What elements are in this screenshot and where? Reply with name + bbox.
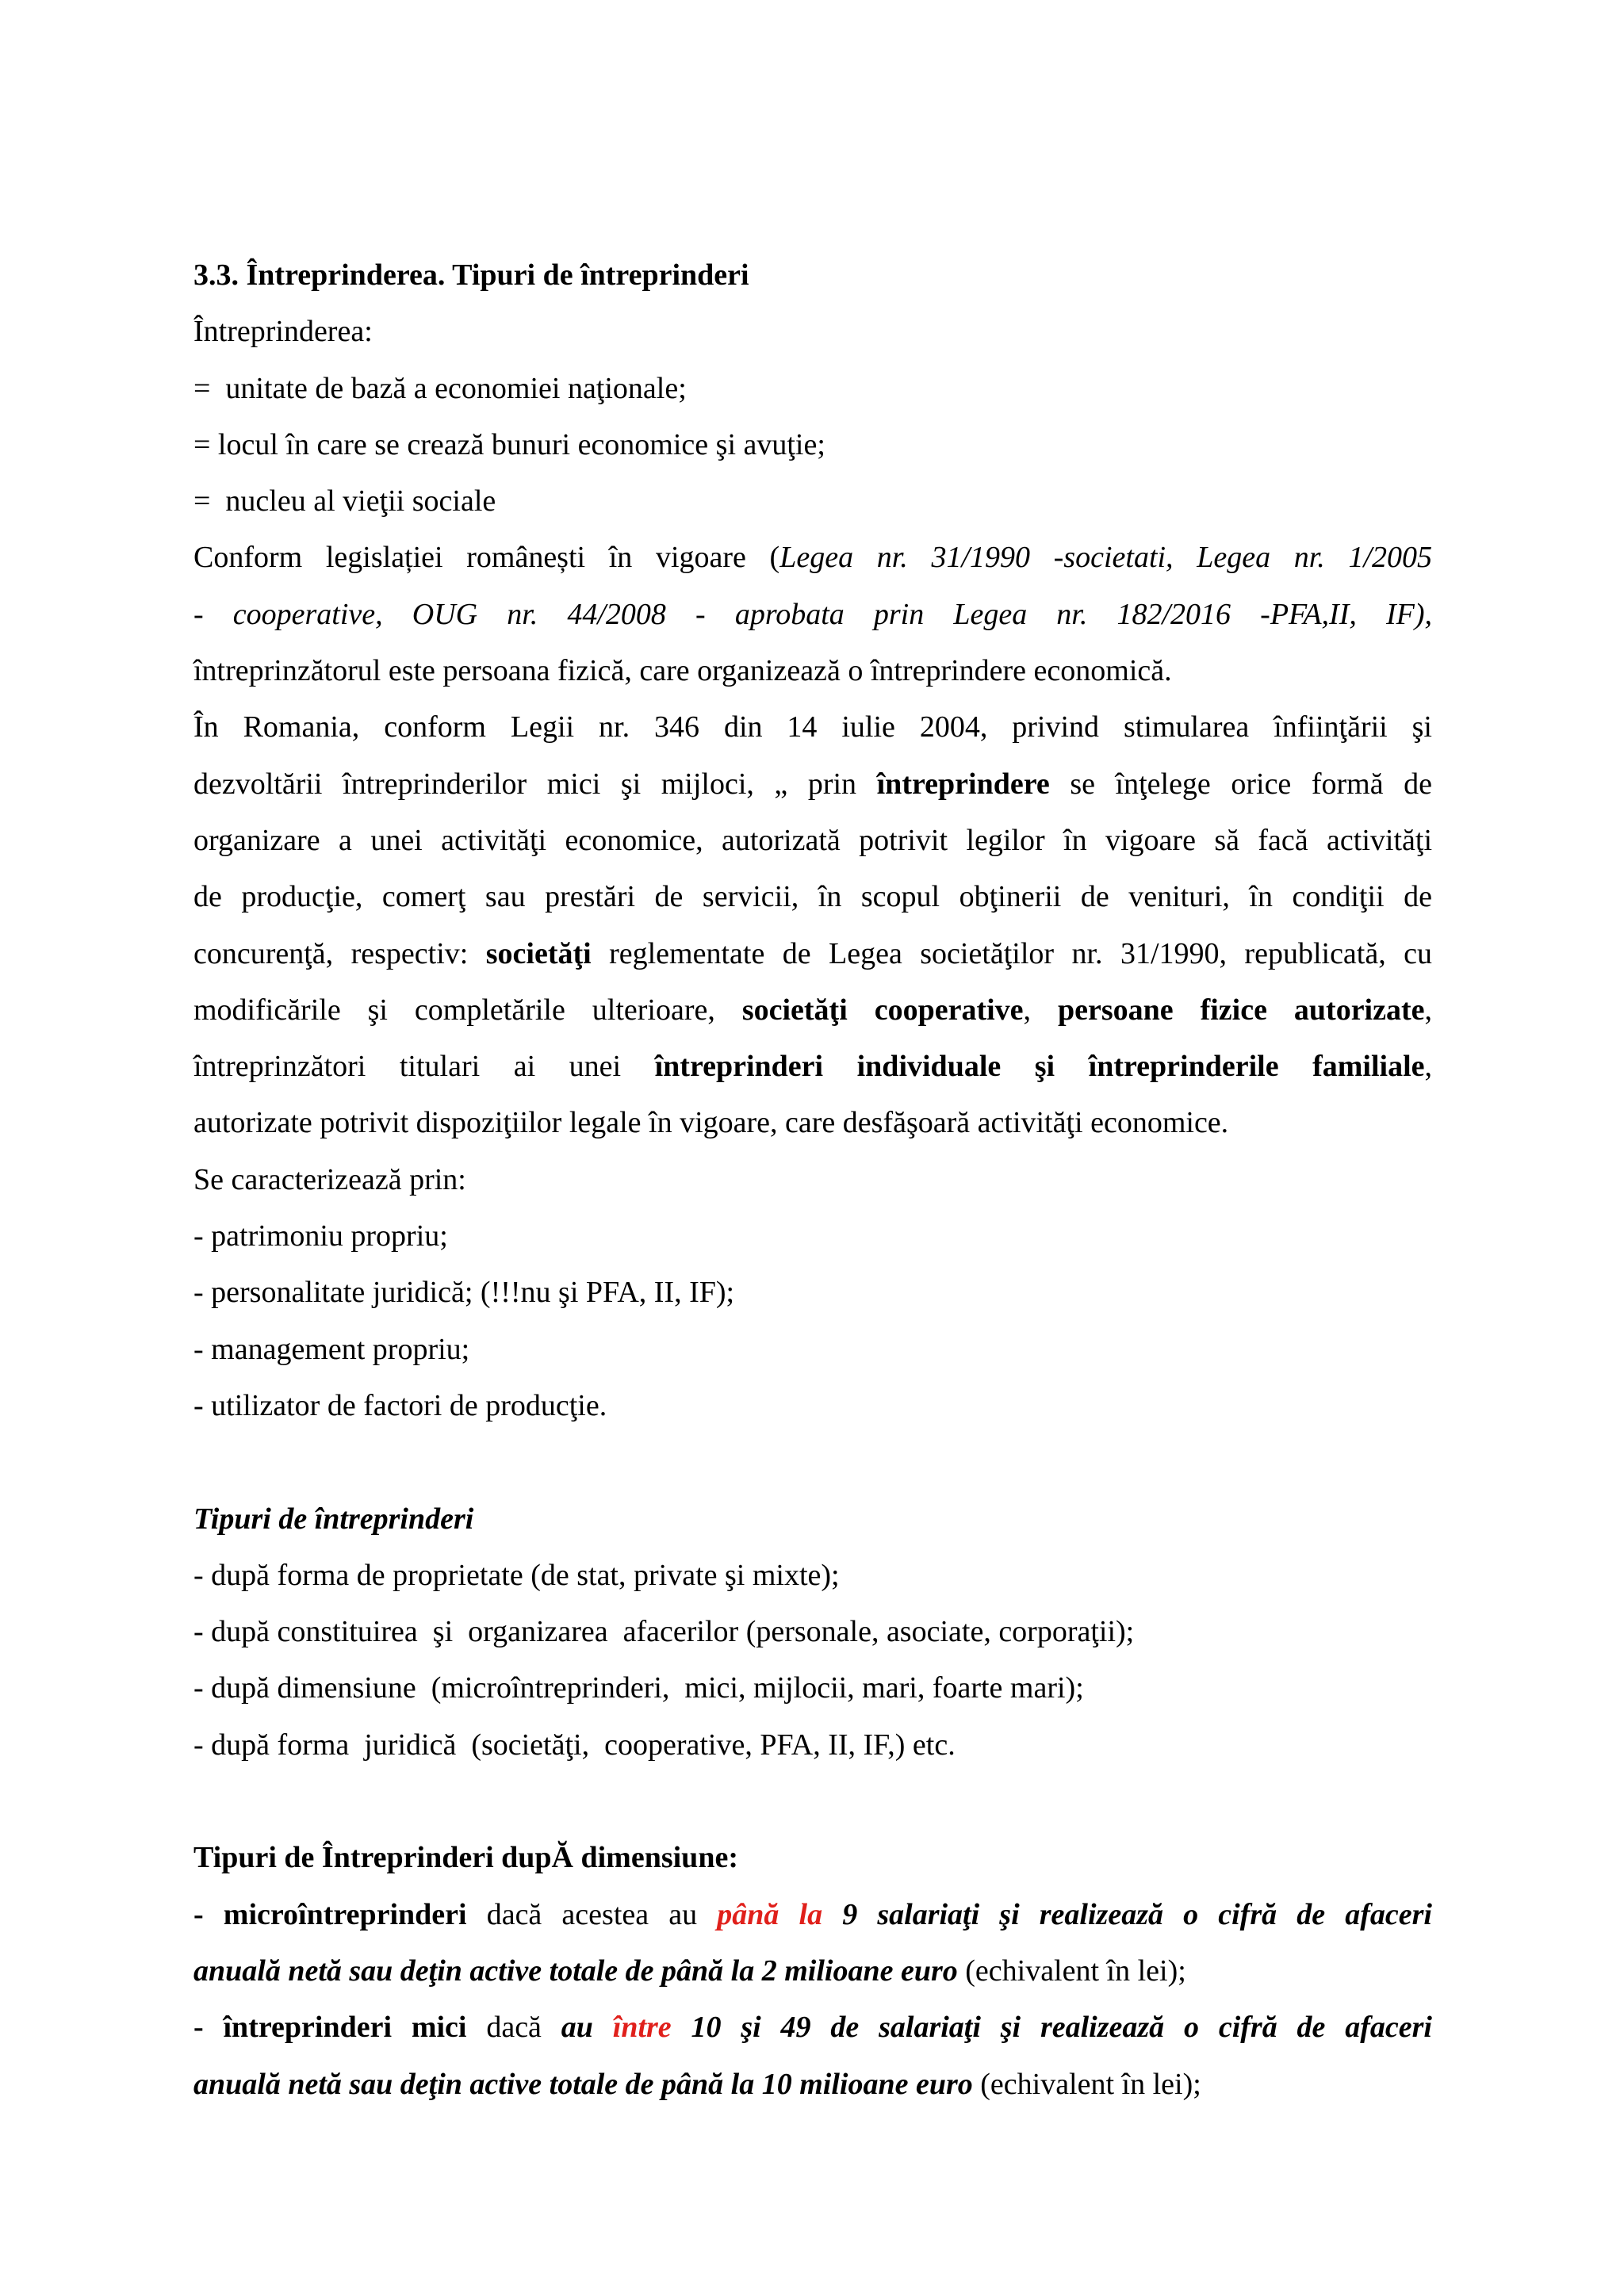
size-criteria: anuală netă sau deţin active totale de până la 10 milioane euro <box>193 2067 973 2101</box>
definition-term: societăţi cooperative <box>741 993 1024 1027</box>
characteristic-item: - personalitate juridică; (!!!nu şi PFA, II, IF); <box>193 1276 735 1310</box>
characteristic-item: - patrimoniu propriu; <box>193 1219 448 1253</box>
definition-term: societăţi <box>485 936 592 970</box>
definition-term: persoane fizice autorizate <box>1057 993 1425 1027</box>
definition-text: modificările şi completările ulterioare, <box>193 993 742 1027</box>
definition-text: concurenţă, respectiv: <box>193 936 486 970</box>
definition-term: întreprindere <box>876 767 1050 801</box>
type-item: - după constituirea şi organizarea afacerilor (personale, asociate, corporaţii); <box>193 1615 1135 1649</box>
definition-text: , <box>1424 1050 1432 1084</box>
definition-text: se înţelege orice formă de <box>1049 767 1433 801</box>
definition-text: dezvoltării întreprinderilor mici şi mijloci, „ prin <box>193 767 877 801</box>
characteristics-label: Se caracterizează prin: <box>193 1162 466 1196</box>
size-text: dacă <box>466 2011 561 2045</box>
small-line <box>193 2057 1432 2113</box>
bullet-item: = nucleu al vieţii sociale <box>193 484 496 519</box>
size-types-heading: Tipuri de Întreprinderi dupĂ dimensiune: <box>193 1841 738 1875</box>
legislation-line: - cooperative, OUG nr. 44/2008 - aprobata prin Legea nr. 182/2016 -PFA,II, IF), <box>193 597 1432 631</box>
size-emphasis-red: până la <box>717 1897 823 1931</box>
bullet-item: = locul în care se crează bunuri economice şi avuţie; <box>193 427 825 461</box>
definition-line <box>193 982 1432 1039</box>
characteristic-item: - utilizator de factori de producţie. <box>193 1388 607 1422</box>
definition-text: reglementate de Legea societăţilor nr. 31/1990, republicată, cu <box>591 936 1433 970</box>
legislation-line <box>193 530 1432 586</box>
definition-text: , <box>1424 993 1432 1027</box>
legislation-text: Conform legislației românești în vigoare ( <box>193 541 780 575</box>
legislation-citation: Legea nr. 31/1990 -societati, Legea nr. 1/2005 <box>779 541 1433 575</box>
definition-line: autorizate potrivit dispoziţiilor legale în vigoare, care desfăşoară activităţi economice. <box>193 1106 1229 1140</box>
definition-line: de producţie, comerţ sau prestări de servicii, în scopul obţinerii de venituri, în condiţii de <box>193 880 1432 914</box>
size-criteria: au <box>561 2011 613 2045</box>
document-body <box>193 247 1432 2113</box>
definition-text: întreprinzători titulari ai unei <box>193 1050 655 1084</box>
bullet-item: = unitate de bază a economiei naţionale; <box>193 371 687 405</box>
size-text: dacă acestea au <box>466 1897 718 1931</box>
micro-line <box>193 1943 1432 1999</box>
definition-line <box>193 756 1432 813</box>
spacer <box>193 1774 1432 1830</box>
type-item: - după forma de proprietate (de stat, private şi mixte); <box>193 1558 840 1592</box>
size-text: (echivalent în lei); <box>957 1954 1186 1988</box>
section-heading: 3.3. Întreprinderea. Tipuri de întreprinderi <box>193 258 749 292</box>
size-text: (echivalent în lei); <box>972 2067 1201 2101</box>
micro-line <box>193 1887 1432 1943</box>
type-item: - după forma juridică (societăţi, cooperative, PFA, II, IF,) etc. <box>193 1728 956 1762</box>
definition-term: întreprinderi individuale şi întreprinderile familiale <box>654 1050 1425 1084</box>
definition-line <box>193 1039 1432 1095</box>
characteristic-item: - management propriu; <box>193 1332 470 1366</box>
small-line <box>193 1999 1432 2056</box>
size-criteria: 9 salariaţi şi realizează o cifră de afaceri <box>822 1897 1432 1931</box>
size-term: - întreprinderi mici <box>193 2011 467 2045</box>
definition-line: organizare a unei activităţi economice, autorizată potrivit legilor în vigoare să facă activităţi <box>193 823 1432 857</box>
definition-text: , <box>1023 993 1058 1027</box>
definition-line: În Romania, conform Legii nr. 346 din 14 iulie 2004, privind stimularea înfiinţării şi <box>193 710 1432 744</box>
intro-label: Întreprinderea: <box>193 315 373 349</box>
spacer <box>193 1434 1432 1490</box>
type-item: - după dimensiune (microîntreprinderi, mici, mijlocii, mari, foarte mari); <box>193 1671 1084 1705</box>
size-criteria: 10 şi 49 de salariaţi şi realizează o cifră de afaceri <box>671 2011 1432 2045</box>
definition-line <box>193 926 1432 982</box>
size-emphasis-red: între <box>612 2011 672 2045</box>
legislation-line: întreprinzătorul este persoana fizică, care organizează o întreprindere economică. <box>193 654 1172 688</box>
types-heading: Tipuri de întreprinderi <box>193 1502 474 1536</box>
size-criteria: anuală netă sau deţin active totale de până la 2 milioane euro <box>193 1954 958 1988</box>
size-term: - microîntreprinderi <box>193 1897 467 1931</box>
